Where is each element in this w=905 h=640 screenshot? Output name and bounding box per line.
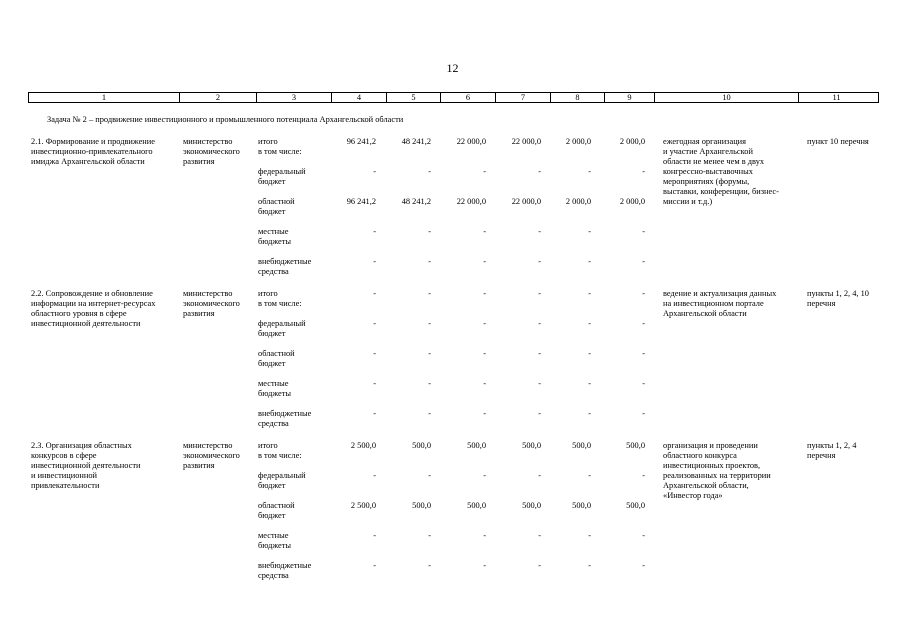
expected-result-line: реализованных на территории	[663, 471, 771, 480]
column-number-header	[28, 92, 879, 103]
item-name-line: инвестиционной деятельности	[31, 319, 141, 328]
amount-cell: -	[483, 289, 486, 298]
amount-cell: -	[373, 349, 376, 358]
amount-cell: -	[538, 409, 541, 418]
amount-cell: -	[642, 257, 645, 266]
funding-source-label: в том числе:	[258, 299, 302, 308]
item-name-line: имиджа Архангельской области	[31, 157, 145, 166]
amount-cell: -	[428, 531, 431, 540]
expected-result-line: областного конкурса	[663, 451, 737, 460]
executor-line: экономического	[183, 451, 240, 460]
funding-source-label: средства	[258, 419, 289, 428]
executor-line: развития	[183, 461, 215, 470]
funding-source-label: областной	[258, 197, 295, 206]
funding-source-label: федеральный	[258, 167, 306, 176]
executor-line: министерство	[183, 441, 233, 450]
amount-cell: -	[373, 471, 376, 480]
amount-cell: -	[483, 319, 486, 328]
item-name-line: привлекательности	[31, 481, 100, 490]
amount-cell: -	[373, 227, 376, 236]
expected-result-line: Архангельской области,	[663, 481, 749, 490]
header-col-7: 7	[496, 93, 551, 102]
amount-cell: 500,0	[522, 501, 541, 510]
amount-cell: -	[588, 561, 591, 570]
amount-cell: -	[588, 379, 591, 388]
amount-cell: 22 000,0	[511, 197, 541, 206]
indicator-reference-line: пункты 1, 2, 4, 10	[807, 289, 869, 298]
amount-cell: 500,0	[572, 501, 591, 510]
amount-cell: -	[483, 167, 486, 176]
amount-cell: -	[428, 257, 431, 266]
item-name-line: областного уровня в сфере	[31, 309, 127, 318]
amount-cell: -	[483, 471, 486, 480]
funding-source-label: внебюджетные	[258, 257, 312, 266]
task-title: Задача № 2 – продвижение инвестиционного и промышленного потенциала Архангельской области	[47, 115, 404, 124]
funding-source-label: местные	[258, 227, 289, 236]
header-col-4: 4	[332, 93, 387, 102]
amount-cell: -	[538, 257, 541, 266]
funding-source-label: бюджет	[258, 207, 286, 216]
amount-cell: -	[538, 289, 541, 298]
item-name-line: и инвестиционной	[31, 471, 98, 480]
amount-cell: -	[428, 227, 431, 236]
expected-result-line: мероприятиях (форумы,	[663, 177, 750, 186]
amount-cell: -	[538, 471, 541, 480]
amount-cell: -	[483, 531, 486, 540]
expected-result-line: ведение и актуализация данных	[663, 289, 777, 298]
amount-cell: -	[538, 531, 541, 540]
amount-cell: 500,0	[522, 441, 541, 450]
amount-cell: -	[483, 349, 486, 358]
funding-source-label: областной	[258, 349, 295, 358]
amount-cell: -	[642, 227, 645, 236]
amount-cell: -	[588, 289, 591, 298]
item-name-line: 2.3. Организация областных	[31, 441, 132, 450]
amount-cell: 2 000,0	[565, 137, 591, 146]
amount-cell: -	[483, 379, 486, 388]
expected-result-line: миссии и т.д.)	[663, 197, 713, 206]
amount-cell: -	[642, 167, 645, 176]
amount-cell: -	[588, 349, 591, 358]
funding-source-label: областной	[258, 501, 295, 510]
header-col-6: 6	[441, 93, 496, 102]
header-col-10: 10	[655, 93, 799, 102]
funding-source-label: итого	[258, 137, 278, 146]
amount-cell: -	[373, 319, 376, 328]
amount-cell: 2 000,0	[619, 197, 645, 206]
amount-cell: -	[428, 167, 431, 176]
amount-cell: -	[538, 349, 541, 358]
item-name-line: 2.2. Сопровождение и обновление	[31, 289, 153, 298]
header-col-9: 9	[605, 93, 655, 102]
amount-cell: -	[642, 409, 645, 418]
executor-line: развития	[183, 309, 215, 318]
amount-cell: -	[373, 289, 376, 298]
header-col-3: 3	[257, 93, 332, 102]
amount-cell: -	[642, 319, 645, 328]
funding-source-label: бюджет	[258, 329, 286, 338]
indicator-reference-line: пункты 1, 2, 4	[807, 441, 857, 450]
amount-cell: -	[588, 409, 591, 418]
amount-cell: -	[642, 561, 645, 570]
expected-result-line: и участие Архангельской	[663, 147, 753, 156]
expected-result-line: конгрессно-выставочных	[663, 167, 753, 176]
executor-line: развития	[183, 157, 215, 166]
amount-cell: -	[538, 167, 541, 176]
funding-source-label: местные	[258, 531, 289, 540]
amount-cell: 48 241,2	[401, 197, 431, 206]
expected-result-line: организация и проведении	[663, 441, 758, 450]
header-col-5: 5	[387, 93, 441, 102]
amount-cell: 500,0	[412, 501, 431, 510]
amount-cell: -	[428, 471, 431, 480]
funding-source-label: итого	[258, 441, 278, 450]
executor-line: министерство	[183, 137, 233, 146]
amount-cell: -	[588, 167, 591, 176]
amount-cell: 500,0	[626, 441, 645, 450]
funding-source-label: бюджет	[258, 481, 286, 490]
amount-cell: -	[428, 561, 431, 570]
page-number: 12	[446, 61, 459, 75]
funding-source-label: средства	[258, 267, 289, 276]
funding-source-label: федеральный	[258, 471, 306, 480]
amount-cell: -	[428, 379, 431, 388]
expected-result-line: «Инвестор года»	[663, 491, 723, 500]
amount-cell: 96 241,2	[346, 197, 376, 206]
amount-cell: -	[373, 167, 376, 176]
item-name-line: инвестиционно-привлекательного	[31, 147, 153, 156]
amount-cell: -	[483, 561, 486, 570]
expected-result-line: области не менее чем в двух	[663, 157, 765, 166]
item-name-line: информации на интернет-ресурсах	[31, 299, 156, 308]
expected-result-line: инвестиционных проектов,	[663, 461, 761, 470]
amount-cell: 48 241,2	[401, 137, 431, 146]
amount-cell: 500,0	[467, 501, 486, 510]
funding-source-label: бюджет	[258, 511, 286, 520]
amount-cell: -	[642, 379, 645, 388]
funding-source-label: итого	[258, 289, 278, 298]
amount-cell: -	[538, 319, 541, 328]
expected-result-line: ежегодная организация	[663, 137, 747, 146]
amount-cell: -	[642, 349, 645, 358]
amount-cell: 2 000,0	[565, 197, 591, 206]
amount-cell: 500,0	[626, 501, 645, 510]
funding-source-label: федеральный	[258, 319, 306, 328]
amount-cell: -	[428, 409, 431, 418]
expected-result-line: выставки, конференции, бизнес-	[663, 187, 779, 196]
amount-cell: -	[428, 349, 431, 358]
amount-cell: -	[588, 227, 591, 236]
amount-cell: 500,0	[572, 441, 591, 450]
expected-result-line: Архангельской области	[663, 309, 747, 318]
funding-source-label: бюджеты	[258, 541, 292, 550]
amount-cell: -	[483, 409, 486, 418]
amount-cell: 2 500,0	[350, 501, 376, 510]
amount-cell: 2 000,0	[619, 137, 645, 146]
executor-line: экономического	[183, 147, 240, 156]
funding-source-label: бюджеты	[258, 389, 292, 398]
item-name-line: конкурсов в сфере	[31, 451, 97, 460]
amount-cell: 2 500,0	[350, 441, 376, 450]
funding-source-label: бюджеты	[258, 237, 292, 246]
funding-source-label: в том числе:	[258, 451, 302, 460]
amount-cell: -	[588, 319, 591, 328]
amount-cell: -	[588, 471, 591, 480]
amount-cell: 22 000,0	[456, 137, 486, 146]
amount-cell: -	[373, 257, 376, 266]
executor-line: министерство	[183, 289, 233, 298]
amount-cell: -	[373, 561, 376, 570]
indicator-reference-line: перечня	[807, 451, 836, 460]
amount-cell: -	[642, 289, 645, 298]
amount-cell: -	[483, 257, 486, 266]
amount-cell: 500,0	[467, 441, 486, 450]
amount-cell: -	[373, 379, 376, 388]
expected-result-line: на инвестиционном портале	[663, 299, 764, 308]
amount-cell: -	[538, 561, 541, 570]
funding-source-label: внебюджетные	[258, 561, 312, 570]
header-col-11: 11	[832, 93, 841, 102]
header-col-1: 1	[29, 93, 180, 102]
amount-cell: -	[538, 379, 541, 388]
amount-cell: 96 241,2	[346, 137, 376, 146]
indicator-reference-line: перечня	[807, 299, 836, 308]
amount-cell: -	[588, 531, 591, 540]
funding-source-label: бюджет	[258, 177, 286, 186]
amount-cell: -	[428, 319, 431, 328]
amount-cell: -	[642, 531, 645, 540]
header-col-2: 2	[180, 93, 257, 102]
indicator-reference-line: пункт 10 перечня	[807, 137, 869, 146]
executor-line: экономического	[183, 299, 240, 308]
amount-cell: -	[642, 471, 645, 480]
amount-cell: -	[538, 227, 541, 236]
funding-source-label: в том числе:	[258, 147, 302, 156]
funding-source-label: местные	[258, 379, 289, 388]
amount-cell: -	[428, 289, 431, 298]
header-col-8: 8	[551, 93, 605, 102]
item-name-line: инвестиционной деятельности	[31, 461, 141, 470]
item-name-line: 2.1. Формирование и продвижение	[31, 137, 155, 146]
amount-cell: 22 000,0	[511, 137, 541, 146]
amount-cell: -	[483, 227, 486, 236]
amount-cell: 22 000,0	[456, 197, 486, 206]
amount-cell: -	[373, 409, 376, 418]
funding-source-label: внебюджетные	[258, 409, 312, 418]
amount-cell: -	[373, 531, 376, 540]
funding-source-label: средства	[258, 571, 289, 580]
amount-cell: 500,0	[412, 441, 431, 450]
amount-cell: -	[588, 257, 591, 266]
funding-source-label: бюджет	[258, 359, 286, 368]
